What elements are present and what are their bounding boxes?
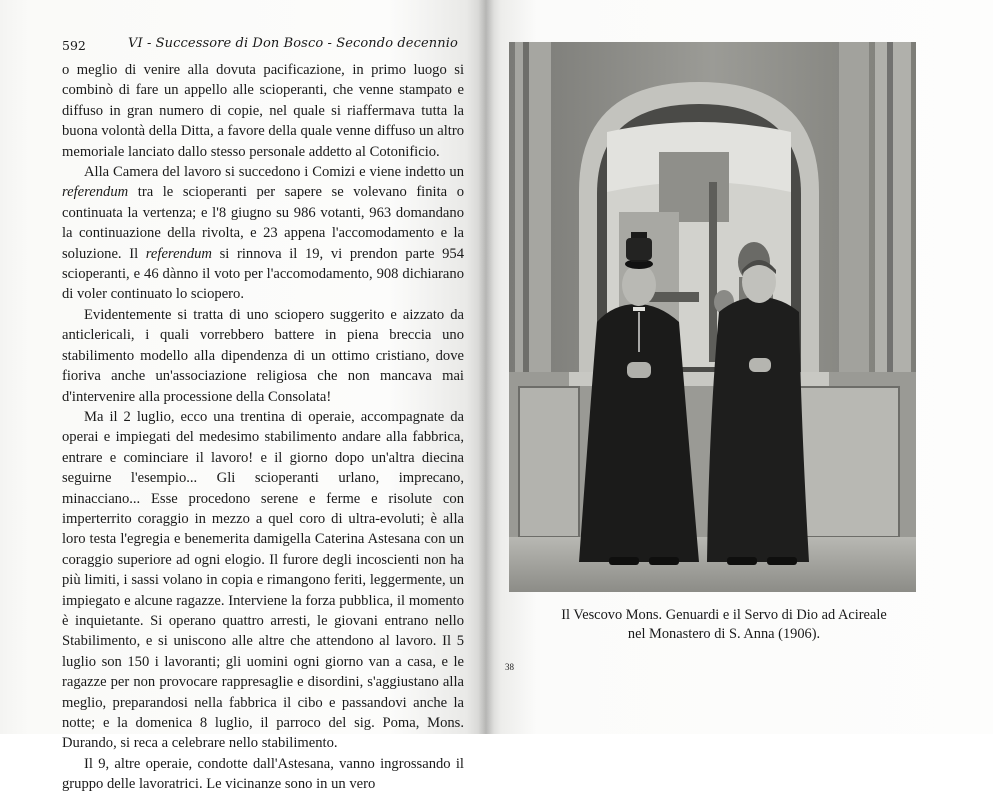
body-text — [62, 60, 464, 795]
book-gutter — [478, 0, 494, 734]
photograph-illustration — [509, 42, 916, 592]
photograph — [509, 42, 916, 592]
italic-term: referendum — [145, 245, 212, 262]
paragraph-1: o meglio di venire alla dovuta pacificazione, in primo luogo si combinò di fare un appello alle scioperanti, che venne stampato e diffuso in gran numero di copie, nel quale si riaffermava tutta la buona volontà della Ditta, a favore della quale venne diffuso un altro memoriale lanciato dallo stesso personale addetto al Cotonificio. — [62, 62, 464, 160]
paragraph-2: Alla Camera del lavoro si succedono i Comizi e viene indetto un referendum tra le scioperanti per sapere se volevano finita o continuata la vertenza; e l'8 giugno su 986 votanti, 963 domandano la continuazione della rivolta, e 23 appena l'accomodamento e la soluzione. Il referendum si rinnova il 19, vi prendon parte 954 scioperanti, e 46 dànno il voto per l'accomodamento, 908 dichiarano di voler continuato lo sciopero. — [62, 164, 464, 303]
chapter-title: VI - Successore di Don Bosco - Secondo decennio — [128, 36, 458, 51]
paragraph-3: Evidentemente si tratta di uno sciopero suggerito e aizzato da anticlericali, i quali vorrebbero battere in piena breccia uno stabilimento modello alla dipendenza di un ottimo cristiano, dove fioriva anche un'associazione religiosa che non mancava mai d'intervenire alla processione della Consolata! — [62, 306, 464, 405]
paragraph-5: Il 9, altre operaie, condotte dall'Astesana, vanno ingrossando il gruppo delle lavoratrici. Le vicinanze sono in un vero — [62, 755, 464, 793]
page-number: 592 — [62, 38, 86, 53]
paragraph-4: Ma il 2 luglio, ecco una trentina di operaie, accompagnate da operai e impiegati del medesimo stabilimento andare alla fabbrica, entrare e cominciare il lavoro! e il giorno dopo un'altra diecina seguirne l'esempio... Gli scioperanti urlano, imprecano, minacciano... Esse procedono serene e ferme e risolute con imperterrito coraggio in mezzo a quel coro di ultra-evoluti; è alla loro testa l'egregia e benemerita damigella Caterina Astesana con un coraggio superiore ad ogni elogio. Il furore degli incoscienti non ha più limiti, i sassi volano in copia e rimangono feriti, leggermente, un impiegato e alcune ragazze. Interviene la forza pubblica, il momento è inquietante. Si operano quattro arresti, le giovani entrano nello Stabilimento, e si uniscono alle altre che attendono al lavoro. Il 5 luglio son 150 i lavoranti; gli uomini ogni giorno van a casa, e le ragazze per non provocare rappresaglie e disordini, s'aggiustano alla meglio, preparandosi nella fabbrica il cibo e passandovi anche la notte; e la domenica 8 luglio, il parroco del sig. Poma, Mons. Durando, si reca a celebrare nello stabilimento. — [62, 408, 464, 752]
photo-caption — [509, 606, 939, 644]
photo-caption-line-2: nel Monastero di S. Anna (1906). — [627, 626, 821, 642]
italic-term: referendum — [62, 184, 129, 201]
running-head — [62, 36, 472, 56]
photo-caption-line-1: Il Vescovo Mons. Genuardi e il Servo di Dio ad Acireale — [561, 607, 887, 623]
plate-number: 38 — [505, 662, 514, 672]
